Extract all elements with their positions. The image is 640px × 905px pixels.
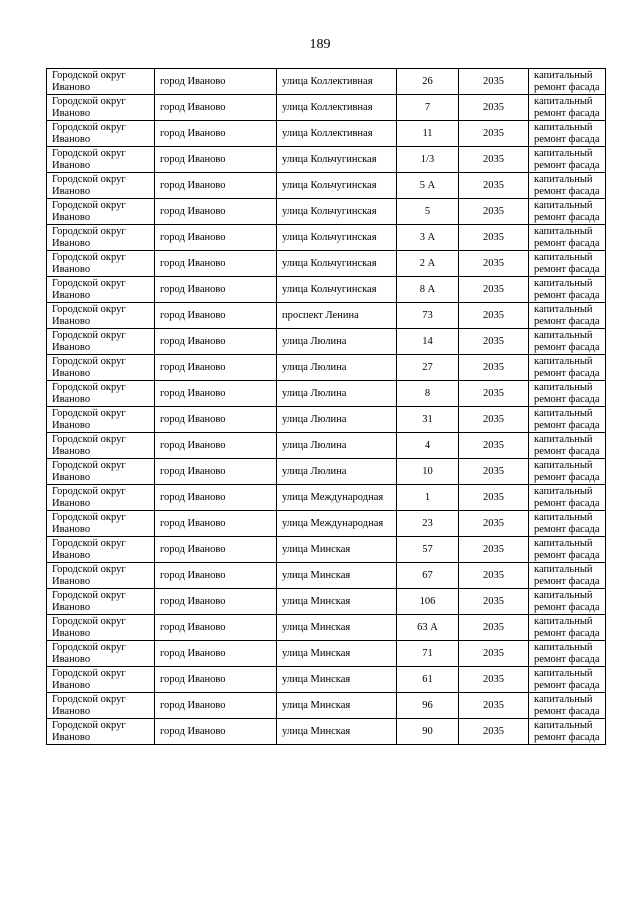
cell-year: 2035 <box>459 433 529 459</box>
cell-street: улица Минская <box>277 693 397 719</box>
cell-city: город Иваново <box>155 537 277 563</box>
cell-city: город Иваново <box>155 407 277 433</box>
cell-city: город Иваново <box>155 693 277 719</box>
cell-work-type: капитальный ремонт фасада <box>529 589 606 615</box>
cell-district: Городской округ Иваново <box>47 225 155 251</box>
cell-house-number: 71 <box>397 641 459 667</box>
cell-district: Городской округ Иваново <box>47 95 155 121</box>
cell-district: Городской округ Иваново <box>47 589 155 615</box>
cell-district: Городской округ Иваново <box>47 667 155 693</box>
cell-district: Городской округ Иваново <box>47 511 155 537</box>
cell-work-type: капитальный ремонт фасада <box>529 121 606 147</box>
table-row <box>47 381 606 407</box>
cell-house-number: 73 <box>397 303 459 329</box>
cell-district: Городской округ Иваново <box>47 173 155 199</box>
cell-year: 2035 <box>459 485 529 511</box>
table-row <box>47 173 606 199</box>
table-row <box>47 693 606 719</box>
cell-city: город Иваново <box>155 303 277 329</box>
cell-year: 2035 <box>459 407 529 433</box>
cell-work-type: капитальный ремонт фасада <box>529 69 606 95</box>
table-row <box>47 277 606 303</box>
cell-house-number: 8 А <box>397 277 459 303</box>
cell-house-number: 23 <box>397 511 459 537</box>
cell-work-type: капитальный ремонт фасада <box>529 277 606 303</box>
table-row <box>47 95 606 121</box>
cell-house-number: 3 А <box>397 225 459 251</box>
cell-city: город Иваново <box>155 355 277 381</box>
table-row <box>47 537 606 563</box>
cell-year: 2035 <box>459 329 529 355</box>
cell-house-number: 7 <box>397 95 459 121</box>
cell-year: 2035 <box>459 277 529 303</box>
table-row <box>47 329 606 355</box>
table-row <box>47 251 606 277</box>
cell-work-type: капитальный ремонт фасада <box>529 199 606 225</box>
cell-work-type: капитальный ремонт фасада <box>529 459 606 485</box>
facade-repair-table <box>46 68 606 745</box>
cell-street: улица Люлина <box>277 407 397 433</box>
cell-district: Городской округ Иваново <box>47 355 155 381</box>
cell-district: Городской округ Иваново <box>47 277 155 303</box>
table-row <box>47 589 606 615</box>
cell-year: 2035 <box>459 589 529 615</box>
cell-street: улица Люлина <box>277 459 397 485</box>
table-row <box>47 121 606 147</box>
cell-year: 2035 <box>459 199 529 225</box>
table-row <box>47 303 606 329</box>
cell-street: улица Коллективная <box>277 69 397 95</box>
cell-street: улица Коллективная <box>277 95 397 121</box>
cell-house-number: 61 <box>397 667 459 693</box>
cell-work-type: капитальный ремонт фасада <box>529 95 606 121</box>
cell-year: 2035 <box>459 719 529 745</box>
cell-year: 2035 <box>459 667 529 693</box>
cell-street: улица Кольчугинская <box>277 225 397 251</box>
cell-city: город Иваново <box>155 667 277 693</box>
cell-house-number: 67 <box>397 563 459 589</box>
cell-street: улица Люлина <box>277 381 397 407</box>
cell-street: улица Кольчугинская <box>277 251 397 277</box>
cell-year: 2035 <box>459 537 529 563</box>
cell-house-number: 1/3 <box>397 147 459 173</box>
cell-city: город Иваново <box>155 173 277 199</box>
cell-work-type: капитальный ремонт фасада <box>529 225 606 251</box>
cell-city: город Иваново <box>155 485 277 511</box>
table-row <box>47 147 606 173</box>
cell-street: улица Кольчугинская <box>277 173 397 199</box>
cell-city: город Иваново <box>155 277 277 303</box>
cell-house-number: 96 <box>397 693 459 719</box>
cell-work-type: капитальный ремонт фасада <box>529 433 606 459</box>
table-row <box>47 667 606 693</box>
cell-work-type: капитальный ремонт фасада <box>529 719 606 745</box>
cell-street: улица Люлина <box>277 433 397 459</box>
cell-district: Городской округ Иваново <box>47 563 155 589</box>
cell-house-number: 14 <box>397 329 459 355</box>
cell-house-number: 90 <box>397 719 459 745</box>
cell-year: 2035 <box>459 121 529 147</box>
cell-city: город Иваново <box>155 95 277 121</box>
cell-work-type: капитальный ремонт фасада <box>529 251 606 277</box>
cell-work-type: капитальный ремонт фасада <box>529 537 606 563</box>
cell-year: 2035 <box>459 615 529 641</box>
cell-city: город Иваново <box>155 511 277 537</box>
table-row <box>47 225 606 251</box>
cell-street: улица Минская <box>277 615 397 641</box>
cell-street: улица Люлина <box>277 355 397 381</box>
cell-house-number: 31 <box>397 407 459 433</box>
cell-city: город Иваново <box>155 615 277 641</box>
table-row <box>47 511 606 537</box>
table-row <box>47 719 606 745</box>
cell-city: город Иваново <box>155 329 277 355</box>
cell-house-number: 26 <box>397 69 459 95</box>
cell-street: проспект Ленина <box>277 303 397 329</box>
cell-house-number: 5 А <box>397 173 459 199</box>
cell-work-type: капитальный ремонт фасада <box>529 147 606 173</box>
cell-year: 2035 <box>459 511 529 537</box>
cell-district: Городской округ Иваново <box>47 459 155 485</box>
table-row <box>47 433 606 459</box>
cell-district: Городской округ Иваново <box>47 615 155 641</box>
cell-year: 2035 <box>459 225 529 251</box>
cell-work-type: капитальный ремонт фасада <box>529 563 606 589</box>
cell-house-number: 27 <box>397 355 459 381</box>
cell-work-type: капитальный ремонт фасада <box>529 355 606 381</box>
cell-year: 2035 <box>459 693 529 719</box>
cell-street: улица Минская <box>277 537 397 563</box>
cell-city: город Иваново <box>155 563 277 589</box>
cell-city: город Иваново <box>155 199 277 225</box>
cell-street: улица Минская <box>277 719 397 745</box>
cell-house-number: 57 <box>397 537 459 563</box>
cell-city: город Иваново <box>155 641 277 667</box>
table-body <box>47 69 606 745</box>
cell-house-number: 11 <box>397 121 459 147</box>
cell-street: улица Международная <box>277 511 397 537</box>
cell-house-number: 106 <box>397 589 459 615</box>
table-row <box>47 615 606 641</box>
cell-house-number: 5 <box>397 199 459 225</box>
cell-city: город Иваново <box>155 225 277 251</box>
cell-work-type: капитальный ремонт фасада <box>529 667 606 693</box>
cell-year: 2035 <box>459 251 529 277</box>
cell-year: 2035 <box>459 355 529 381</box>
cell-year: 2035 <box>459 173 529 199</box>
table-row <box>47 407 606 433</box>
cell-street: улица Люлина <box>277 329 397 355</box>
cell-district: Городской округ Иваново <box>47 69 155 95</box>
cell-city: город Иваново <box>155 147 277 173</box>
table-row <box>47 641 606 667</box>
cell-city: город Иваново <box>155 433 277 459</box>
cell-district: Городской округ Иваново <box>47 251 155 277</box>
cell-work-type: капитальный ремонт фасада <box>529 511 606 537</box>
table-row <box>47 69 606 95</box>
cell-year: 2035 <box>459 563 529 589</box>
cell-district: Городской округ Иваново <box>47 121 155 147</box>
cell-street: улица Коллективная <box>277 121 397 147</box>
cell-city: город Иваново <box>155 459 277 485</box>
cell-city: город Иваново <box>155 121 277 147</box>
cell-district: Городской округ Иваново <box>47 433 155 459</box>
cell-year: 2035 <box>459 69 529 95</box>
cell-work-type: капитальный ремонт фасада <box>529 641 606 667</box>
cell-work-type: капитальный ремонт фасада <box>529 615 606 641</box>
cell-district: Городской округ Иваново <box>47 537 155 563</box>
cell-house-number: 1 <box>397 485 459 511</box>
cell-district: Городской округ Иваново <box>47 329 155 355</box>
page-number: 189 <box>309 37 331 52</box>
cell-year: 2035 <box>459 381 529 407</box>
cell-city: город Иваново <box>155 251 277 277</box>
cell-street: улица Международная <box>277 485 397 511</box>
table-row <box>47 355 606 381</box>
cell-year: 2035 <box>459 95 529 121</box>
cell-street: улица Кольчугинская <box>277 199 397 225</box>
cell-work-type: капитальный ремонт фасада <box>529 329 606 355</box>
cell-year: 2035 <box>459 459 529 485</box>
cell-street: улица Кольчугинская <box>277 277 397 303</box>
cell-street: улица Минская <box>277 589 397 615</box>
cell-work-type: капитальный ремонт фасада <box>529 407 606 433</box>
cell-city: город Иваново <box>155 719 277 745</box>
table-row <box>47 485 606 511</box>
table-row <box>47 563 606 589</box>
cell-street: улица Минская <box>277 667 397 693</box>
cell-work-type: капитальный ремонт фасада <box>529 173 606 199</box>
cell-district: Городской округ Иваново <box>47 485 155 511</box>
cell-work-type: капитальный ремонт фасада <box>529 693 606 719</box>
cell-city: город Иваново <box>155 69 277 95</box>
table-row <box>47 199 606 225</box>
cell-work-type: капитальный ремонт фасада <box>529 381 606 407</box>
cell-district: Городской округ Иваново <box>47 303 155 329</box>
cell-district: Городской округ Иваново <box>47 147 155 173</box>
cell-house-number: 10 <box>397 459 459 485</box>
cell-house-number: 2 А <box>397 251 459 277</box>
cell-house-number: 8 <box>397 381 459 407</box>
cell-district: Городской округ Иваново <box>47 407 155 433</box>
cell-street: улица Кольчугинская <box>277 147 397 173</box>
cell-year: 2035 <box>459 147 529 173</box>
cell-city: город Иваново <box>155 381 277 407</box>
cell-district: Городской округ Иваново <box>47 641 155 667</box>
cell-district: Городской округ Иваново <box>47 719 155 745</box>
cell-year: 2035 <box>459 303 529 329</box>
cell-street: улица Минская <box>277 563 397 589</box>
cell-district: Городской округ Иваново <box>47 199 155 225</box>
cell-work-type: капитальный ремонт фасада <box>529 303 606 329</box>
cell-work-type: капитальный ремонт фасада <box>529 485 606 511</box>
cell-house-number: 63 А <box>397 615 459 641</box>
cell-district: Городской округ Иваново <box>47 381 155 407</box>
cell-street: улица Минская <box>277 641 397 667</box>
cell-district: Городской округ Иваново <box>47 693 155 719</box>
cell-city: город Иваново <box>155 589 277 615</box>
cell-year: 2035 <box>459 641 529 667</box>
table-row <box>47 459 606 485</box>
cell-house-number: 4 <box>397 433 459 459</box>
